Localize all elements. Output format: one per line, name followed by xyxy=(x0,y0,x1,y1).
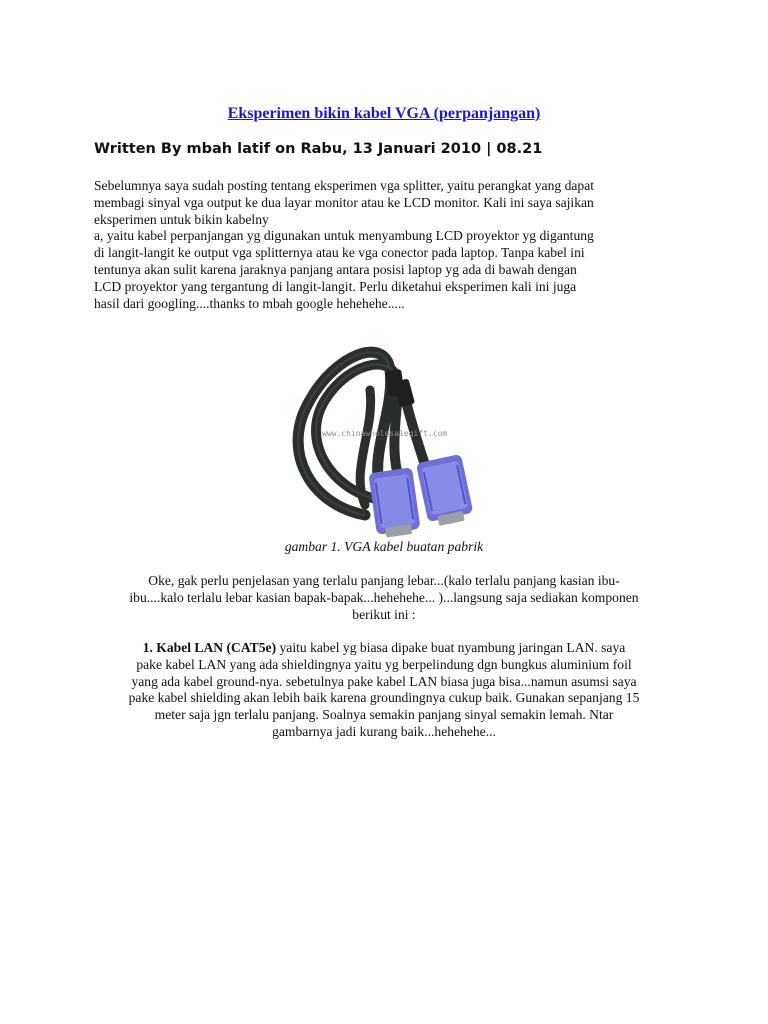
intro-line: membagi sinyal vga output ke dua layar monitor atau ke LCD monitor. Kali ini saya sajikan xyxy=(94,194,594,210)
lan-cable-paragraph xyxy=(84,640,684,741)
paragraph-line: ibu....kalo terlalu lebar kasian bapak-bapak...hehehehe... )...langsung saja sediakan komponen xyxy=(129,589,639,605)
components-intro-paragraph xyxy=(84,573,684,623)
intro-line: LCD proyektor yang tergantung di langit-langit. Perlu diketahui eksperimen kali ini juga xyxy=(94,278,577,294)
paragraph-line xyxy=(84,640,684,657)
article-byline: Written By mbah latif on Rabu, 13 Januari 2010 | 08.21 xyxy=(94,141,543,157)
paragraph-line: pake kabel LAN yang ada shieldingnya yaitu yg berpelindung dgn bungkus aluminium foil xyxy=(136,656,632,672)
intro-line: tentunya akan sulit karena jaraknya panjang antara posisi laptop yg ada di bawah dengan xyxy=(94,261,577,277)
paragraph-line: berikut ini : xyxy=(352,606,416,622)
intro-line: Sebelumnya saya sudah posting tentang eksperimen vga splitter, yaitu perangkat yang dapat xyxy=(94,178,595,193)
lan-cable-heading: 1. Kabel LAN (CAT5e) xyxy=(142,640,277,655)
paragraph-line: gambarnya jadi kurang baik...hehehehe... xyxy=(272,723,496,739)
intro-line: hasil dari googling....thanks to mbah google hehehehe..... xyxy=(94,295,405,311)
article-title-link[interactable]: Eksperimen bikin kabel VGA (perpanjangan) xyxy=(227,105,541,122)
intro-line: eksperimen untuk bikin kabelny xyxy=(94,211,269,227)
vga-cable-photo xyxy=(270,330,500,540)
intro-line: di langit-langit ke output vga splitternya atau ke vga conector pada laptop. Tanpa kabel ini xyxy=(94,245,585,261)
paragraph-line: Oke, gak perlu penjelasan yang terlalu panjang lebar...(kalo terlalu panjang kasian ibu- xyxy=(148,573,620,588)
paragraph-line: meter saja jgn terlalu panjang. Soalnya semakin panjang sinyal semakin lemah. Ntar xyxy=(154,707,614,723)
intro-line: a, yaitu kabel perpanjangan yg digunakan untuk menyambung LCD proyektor yg digantung xyxy=(94,228,594,244)
vga-cable-illustration xyxy=(270,330,500,540)
paragraph-line: pake kabel shielding akan lebih baik karena groundingnya cukup baik. Gunakan sepanjang 15 xyxy=(128,690,640,706)
lan-first-line-rest: yaitu kabel yg biasa dipake buat nyambung jaringan LAN. saya xyxy=(276,640,626,655)
intro-paragraph xyxy=(94,178,694,312)
paragraph-line: yang ada kabel ground-nya. sebetulnya pake kabel LAN biasa juga bisa...namun asumsi saya xyxy=(131,673,637,689)
figure-caption: gambar 1. VGA kabel buatan pabrik xyxy=(284,539,484,554)
photo-watermark: www.chinawholesalegift.com xyxy=(322,429,448,438)
